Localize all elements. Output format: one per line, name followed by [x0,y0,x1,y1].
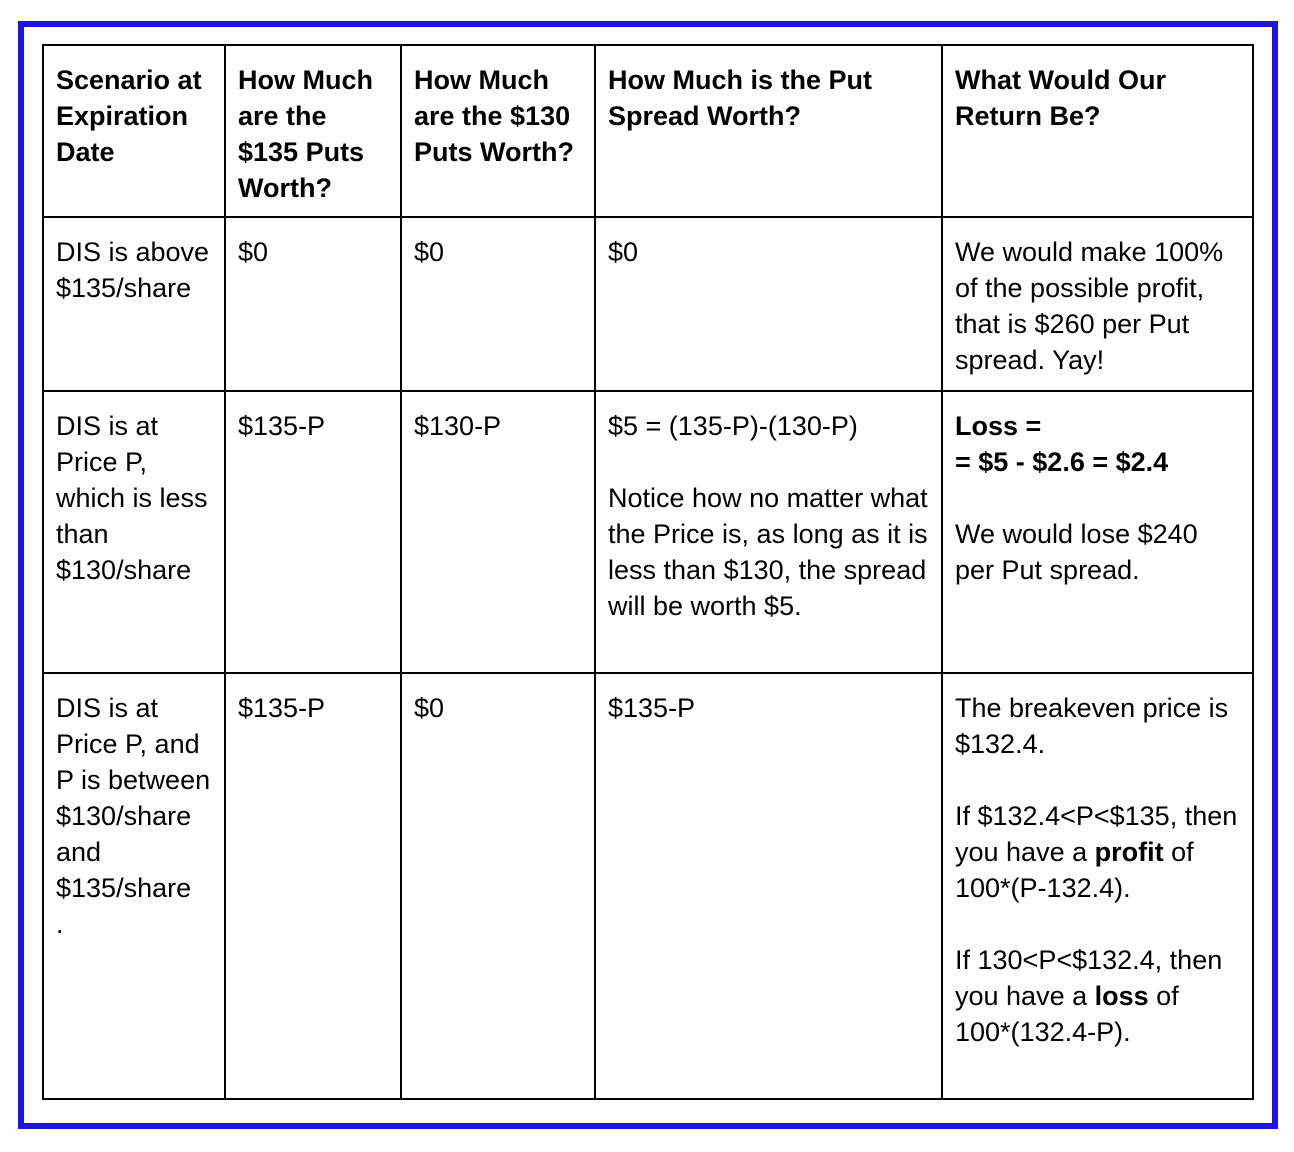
cell-scenario: DIS is at Price P, which is less than $130/share [43,391,225,673]
loss-text: We would lose $240 per Put spread. [955,519,1198,585]
loss-calculation: = $5 - $2.6 = $2.4 [955,447,1169,477]
loss-prefix: If 130<P<$132.4, then you have a [955,945,1223,1011]
loss-paragraph [955,942,1240,1050]
scenario-trailing: . [56,909,64,939]
cell-135-puts: $0 [225,217,401,391]
header-135-puts: How Much are the $135 Puts Worth? [225,45,401,217]
profit-prefix: If $132.4<P<$135, then you have a [955,801,1238,867]
header-put-spread: How Much is the Put Spread Worth? [595,45,942,217]
cell-put-spread: $135-P [595,673,942,1099]
profit-paragraph [955,798,1240,906]
cell-135-puts: $135-P [225,391,401,673]
paragraph-gap [955,906,1240,942]
table-row [43,673,1253,1099]
loss-suffix: of 100*(132.4-P). [955,981,1179,1047]
cell-return: We would make 100% of the possible profit, that is $260 per Put spread. Yay! [942,217,1253,391]
spread-note: Notice how no matter what the Price is, as long as it is less than $130, the spread will be worth $5. [608,483,928,621]
cell-put-spread [595,391,942,673]
cell-scenario: DIS is above $135/share [43,217,225,391]
loss-word: loss [1094,981,1149,1011]
table-row [43,391,1253,673]
header-row [43,45,1253,217]
profit-word: profit [1094,837,1164,867]
cell-130-puts: $0 [401,673,595,1099]
cell-return [942,391,1253,673]
cell-130-puts: $0 [401,217,595,391]
header-scenario: Scenario at Expiration Date [43,45,225,217]
loss-label: Loss = [955,411,1042,441]
cell-return [942,673,1253,1099]
header-return: What Would Our Return Be? [942,45,1253,217]
profit-suffix: of 100*(P-132.4). [955,837,1194,903]
scenario-text: DIS is at Price P, and P is between $130/share and $135/share [56,693,211,903]
paragraph-gap [608,444,929,480]
cell-put-spread: $0 [595,217,942,391]
table-row [43,217,1253,391]
cell-135-puts: $135-P [225,673,401,1099]
paragraph-gap [955,480,1240,516]
breakeven-text: The breakeven price is $132.4. [955,693,1229,759]
header-130-puts: How Much are the $130 Puts Worth? [401,45,595,217]
put-spread-table [42,44,1254,1100]
cell-scenario [43,673,225,1099]
spread-formula: $5 = (135-P)-(130-P) [608,411,858,441]
cell-130-puts: $130-P [401,391,595,673]
paragraph-gap [955,762,1240,798]
